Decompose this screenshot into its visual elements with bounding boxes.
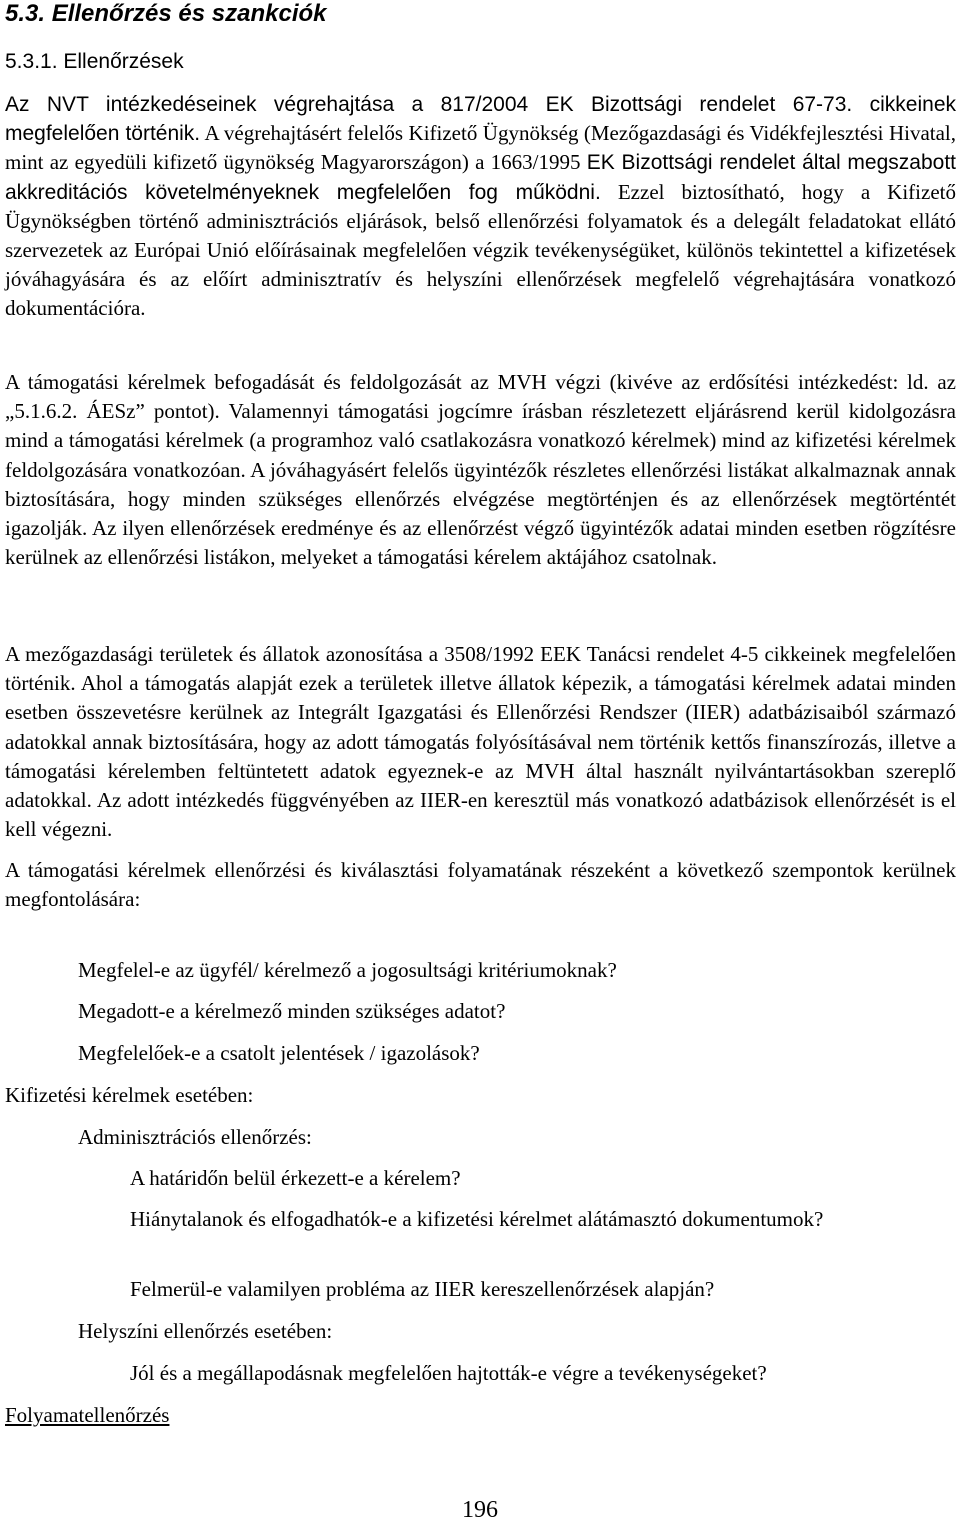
admin-question-2: Hiánytalanok és elfogadhatók-e a kifizetési kérelmet alátámasztó dokumentumok?	[130, 1207, 824, 1231]
question-general-1: Megfelel-e az ügyfél/ kérelmező a jogosultsági kritériumoknak?	[78, 958, 617, 982]
paragraph-1	[5, 90, 956, 324]
admin-check-label: Adminisztrációs ellenőrzés:	[78, 1125, 312, 1149]
paragraph-1-sentence-3: EK Bizottsági rendelet által megszabott akkreditációs követelményeknek megfelelően fog működni.	[5, 151, 956, 204]
page-number: 196	[462, 1497, 498, 1523]
onsite-question-1: Jól és a megállapodásnak megfelelően hajtották-e végre a tevékenységeket?	[130, 1361, 767, 1385]
paragraph-2-sentence-2: Valamennyi támogatási jogcímre írásban részletezett eljárásrend kerül kidolgozásra mind a támogatási kérelmek (a programhoz való csatlakozásra vonatkozó kérelmek) mind az kifizetési kérelmek feldolgozására vonatkozóan. A jóváhagyásért felelős ügyintézők részletes ellenőrzési listákat alkalmaznak annak biztosítására, hogy minden szükséges ellenőrzés elvégzése megtörténjen és az ellenőrzések megtörténtét igazolják. Az ilyen ellenőrzések eredménye és az ellenőrzést végző ügyintézők adatai minden esetben rögzítésre kerülnek az ellenőrzési listákon, melyeket a támogatási kérelem aktájához csatolnak.	[5, 399, 956, 570]
paragraph-1-sentence-1: Az NVT intézkedéseinek végrehajtása a 817/2004 EK Bizottsági rendelet 67-73. cikkeinek megfelelően történik.	[5, 93, 956, 146]
paragraph-3: A mezőgazdasági területek és állatok azonosítása a 3508/1992 EEK Tanácsi rendelet 4-5 cikkeinek megfelelően történik. Ahol a támogatás alapját ezek a területek illetve állatok képezik, a támogatási kérelmek adatai minden esetben összevetésre kerülnek az Integrált Igazgatási és Ellenőrzési Rendszer (IIER) adatbázisaiból származó adatokkal annak biztosítására, hogy az adott támogatás folyósításával nem történik kettős finanszírozás, illetve a támogatási kérelemben feltüntetett adatok egyeznek-e az MVH által használt nyilvántartásokban szereplő adatokkal. Az adott intézkedés függvényében az IIER-en keresztül más vonatkozó adatbázisok ellenőrzését is el kell végezni.	[5, 642, 956, 842]
paragraph-1-sentence-2: A végrehajtásért felelős Kifizető Ügynökség (Mezőgazdasági és Vidékfejlesztési Hivatal, mint az egyedüli kifizető ügynökség Magyarországon) a 1663/1995	[5, 121, 957, 175]
paragraph-4: A támogatási kérelmek ellenőrzési és kiválasztási folyamatának részeként a következő szempontok kerülnek megfontolására:	[5, 858, 956, 912]
paragraph-2	[5, 368, 956, 572]
process-control-heading: Folyamatellenőrzés	[5, 1403, 170, 1427]
subsection-heading: 5.3.1. Ellenőrzések	[5, 50, 184, 73]
admin-question-3: Felmerül-e valamilyen probléma az IIER kereszellenőrzések alapján?	[130, 1277, 715, 1301]
paragraph-1-sentence-4: Ezzel biztosítható, hogy a Kifizető Ügynökségben történő adminisztrációs eljárások, belső ellenőrzési folyamatok és a delegált feladatokat ellátó szervezetek az Európai Unió előírásainak megfelelően végzik tevékenységüket, különös tekintettel a kifizetések jóváhagyására és az előírt adminisztratív és helyszíni ellenőrzések megfelelő végrehajtására vonatkozó dokumentációra.	[5, 179, 956, 321]
paragraph-2-sentence-1: A támogatási kérelmek befogadását és feldolgozását az MVH végzi (kivéve az erdősítési intézkedést: ld. az „5.1.6.2. ÁESz” pontot).	[5, 370, 956, 424]
onsite-check-label: Helyszíni ellenőrzés esetében:	[78, 1319, 333, 1343]
question-general-3: Megfelelőek-e a csatolt jelentések / igazolások?	[78, 1041, 480, 1065]
admin-question-1: A határidőn belül érkezett-e a kérelem?	[130, 1166, 461, 1190]
question-general-2: Megadott-e a kérelmező minden szükséges adatot?	[78, 999, 506, 1023]
section-heading: 5.3. Ellenőrzés és szankciók	[5, 0, 327, 27]
payment-requests-label: Kifizetési kérelmek esetében:	[5, 1083, 254, 1107]
